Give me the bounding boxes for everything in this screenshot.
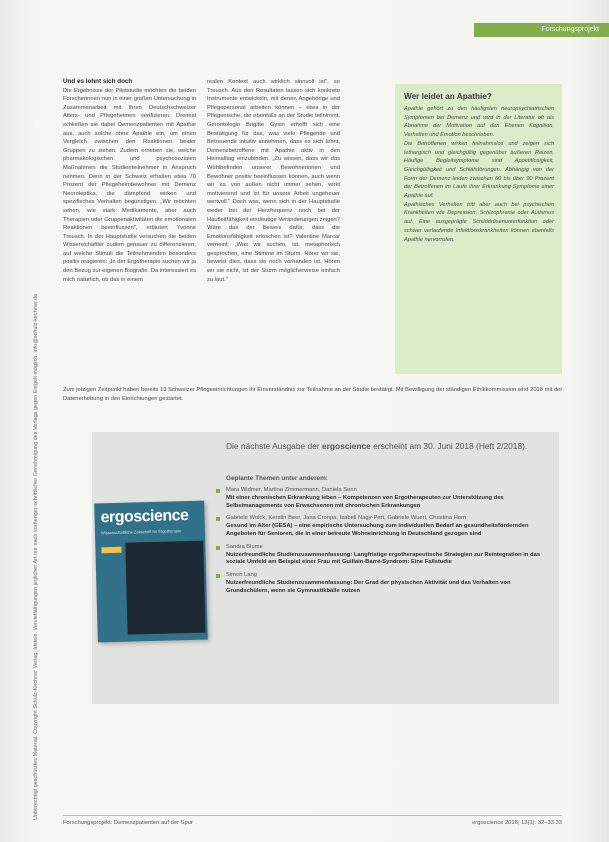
footer-left: Forschungsprojekt: Demenzpatienten auf der Spur xyxy=(63,820,193,826)
cover-subtitle: Wissenschaftliche Zeitschrift für Ergotherapie xyxy=(100,528,182,536)
footer-right: ergoscience 2018; 13(1): 32–33 33 xyxy=(472,820,562,826)
cover-photo xyxy=(125,541,205,635)
column-2 xyxy=(207,78,340,284)
column-1-text: Die Ergebnisse der Pilotstudie möchten die beiden Forscherinnen nun in einer großen Untersuchung in Zusammenarbeit mit Ihren Deutschschweizer Alters- und Pflegeheimen verifizieren. Dreimal schließen sie dabei Demenzpatienten mit Apathie aus, auch solche ohne Apathie ein, um einen Vergleich zwischen den Reaktionen beider Gruppen zu ziehen. Zudem erheben sie, welche pharmakologischen und psychosozialen Maßnahmen die Studienteilnehmer in Anspruch nehmen. Denn in der Schweiz erhalten etwa 70 Prozent der Pflegeheimbewohner mit Demenz Neuroleptika, die dämpfend wirken und spezifisches Verhalten begünstigen. „Wir möchten sehen, wie stark Medikamente, aber auch Therapien oder Gruppenaktivitäten die emotionalen Reaktionen beeinflussen", erläutert Yvonne Treusch. In der Hauptstudie versuchen die beiden Wissenschaftler zudem genauer zu differenzieren, auf welche Stimuli die Teilnehmenden besonders positiv reagieren: „In der Ergotherapie suchen wir ja den Bezug zur eigenen Biografie. Da interessiert es mich natürlich, ob das in einem xyxy=(63,87,196,283)
topic-item xyxy=(216,515,546,538)
ad-headline-post: erscheint am 30. Juni 2018 (Heft 2/2018). xyxy=(370,441,528,451)
ad-subheading: Geplante Themen unter anderem: xyxy=(226,475,328,482)
info-box-para-2: Die Betroffenen wirken teilnahmslos und zeigen sich lethargisch und gleichgültig gegenüber äußeren Reizen. Häufige Begleitsymptome sind Appetitlosigkeit, Gleichgültigkeit und Schlafstörungen. Abhängig von der Form der Demenz leiden zwischen 60 bis über 90 Prozent der Betroffenen im Laufe ihrer Erkrankung Symptome einer Apathie auf. xyxy=(404,140,554,200)
topic-title: Nutzerfreundliche Studienzusammenfassung: Langfristige ergotherapeutische Strategien zur Reintegration in das soziale Umfeld am Beispiel einer Frau mit Guillain-Barré-Syndrom: Eine Fallstudie xyxy=(226,551,541,566)
topic-item xyxy=(216,487,546,510)
topic-authors: Simon Lang xyxy=(226,572,257,579)
topic-title: Mit einer chronischen Erkrankung leben – Kompetenzen von Ergotherapeuten zur Unterstützung des Selbstmanagements von Erwachsenen mit chronischen Erkrankungen xyxy=(226,494,504,509)
footnote: Zum jetzigen Zeitpunkt haben bereits 13 Schweizer Pflegeeinrichtungen ihr Einverständnis zur Teilnahme an der Studie bestätigt. Mit Bewilligung der ständigen Ethikkommission wird 2018 mit der Datenerhebung in den Einrichtungen gestartet. xyxy=(63,387,563,402)
bullet-icon xyxy=(216,517,220,521)
topic-authors: Sandra Blume xyxy=(226,543,263,550)
topic-item xyxy=(216,572,546,595)
bullet-icon xyxy=(216,546,220,550)
ad-brand: ergoscience xyxy=(321,441,371,451)
info-box-para-1: Apathie gehört zu den häufigsten neuropsychiatrischen Symptomen bei Demenz und wird in der Literatur oft als Abnahme der Motivation auf den Ebenen Kognition, Verhalten und Emotion beschrieben. xyxy=(404,106,554,139)
cover-accent xyxy=(101,547,121,554)
column-1 xyxy=(63,78,196,284)
topic-authors: Mara Widmer, Martina Zimmermann, Daniela Senn xyxy=(226,487,357,493)
column-2-text: realen Kontext auch wirklich sinnvoll ist", so Treusch. Aus den Resultaten lassen sich konkrete Instrumente entwickeln, mit denen Angehörige und Pflegepersonal arbeiten können – etwa in der Pflegenische, die ebenfalls an der Studie teilnimmt. Gerontologin Brigitte Gysin erhofft sich eine Bestätigung für das, was viele Pflegende und Betreuende intuitiv annehmen, dass es sich lohnt, Demenzbetroffene mit Apathie aktiv in den Heimalltag einzubinden. „Zu wissen, dass wir das Wohlbefinden unserer Bewohnerinnen und Bewohner positiv beeinflussen können, auch wenn wir es von außen nicht immer sehen, wirkt motivierend und ist für unsere Arbeit ungeheuer wertvoll." Doch was, wenn sich in der Hauptstudie weder bei der Herzfrequenz noch bei der Hautleitfähigkeit eindeutige Veränderungen zeigen? Wäre das der Beweis dafür, dass die Emotionsfähigkeit erloschen ist? Valentine Marcar verneint: „Was wir suchen, ist, metaphorisch gesprochen, eine Stimme im Sturm. Hörer wir sie, beweist dies, dass sie noch vorhanden ist. Hören wir sie nicht, ist der Sturm möglicherweise einfach zu laut." xyxy=(207,79,340,283)
copyright-notice: Unberechtigt geschütztes Material. Copyright Schulz-Kirchner Verlag, Idstein. Vervielfältigungen jeglicher Art nur nach vorheriger schriftlicher Genehmigung des Verlags gegen Entgelt möglich. info@schulz-kirchner.de xyxy=(33,293,39,820)
info-box-title: Wer leidet an Apathie? xyxy=(404,92,492,101)
footer-rule xyxy=(63,815,562,816)
ad-headline xyxy=(226,441,546,452)
bullet-icon xyxy=(216,574,220,578)
bullet-icon xyxy=(216,489,220,493)
info-box xyxy=(395,84,562,374)
section-tab: Forschungsprojekt xyxy=(474,23,609,37)
section-heading: Und es lohnt sich doch xyxy=(63,78,133,85)
topic-item xyxy=(216,544,546,567)
info-box-para-3: Apathisches Verhalten tritt aber auch bei psychischen Krankheiten wie Depression, Schizophrenie oder Autismus auf. Eine ausgeprägte Schilddrüsenunterfunktion oder schwer verlaufende Infektionskrankheiten können ebenfalls Apathie hervorrufen. xyxy=(404,201,554,243)
magazine-cover xyxy=(94,501,208,643)
topic-authors: Gabriele Wolck, Kerstin Beer, Jana Cronpa, Isabell Nagy-Pert, Gabriele Wuerl, Christina Horn xyxy=(226,515,467,522)
ad-headline-pre: Die nächste Ausgabe der xyxy=(226,441,322,451)
topic-title: Nutzerfreundliche Studienzusammenfassung: Der Grad der physischen Aktivität und das Verhalten von Grundschülern, wenn sie Gymnastikbälle nutzen xyxy=(226,579,511,594)
next-issue-ad xyxy=(92,432,559,704)
topic-title: Gesund im Alter (GESA) – eine empirische Untersuchung zum individuellen Bedarf an gesundheitsfördernden Angeboten für Senioren, die in einer betreute Wohneinrichtung in Deutschland gezogen sind xyxy=(226,523,529,537)
cover-title: ergoscience xyxy=(100,507,189,527)
topic-list xyxy=(216,487,546,601)
